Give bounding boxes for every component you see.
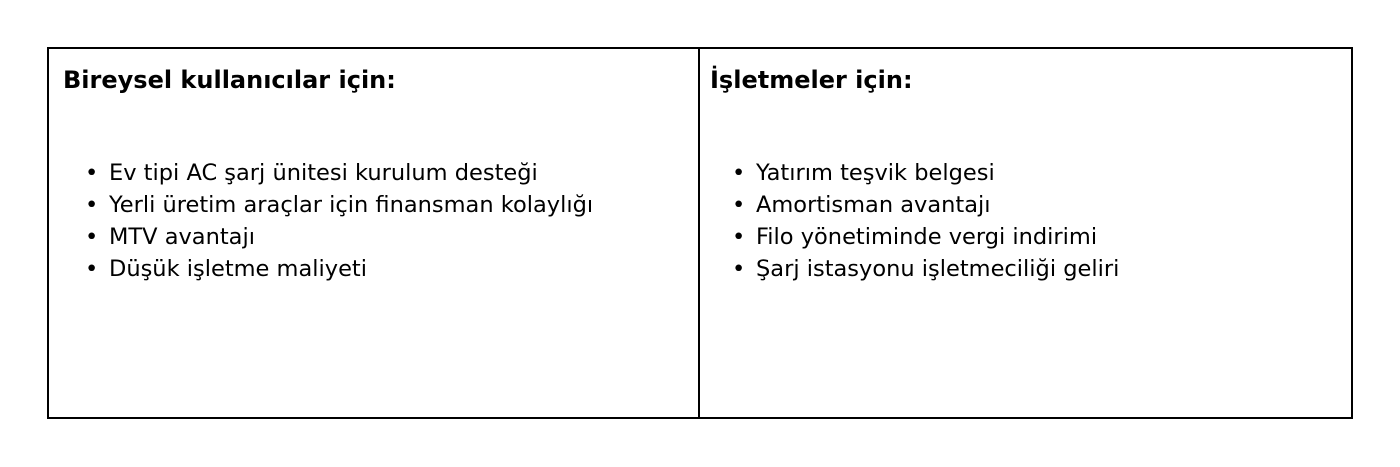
list-item-text: Şarj istasyonu işletmeciliği geliri	[756, 256, 1120, 282]
individual-benefits-list	[63, 157, 686, 285]
individual-users-column	[49, 49, 700, 417]
list-item	[85, 189, 686, 221]
list-item-text: MTV avantajı	[109, 224, 255, 250]
list-item-text: Ev tipi AC şarj ünitesi kurulum desteği	[109, 160, 538, 186]
column-title: Bireysel kullanıcılar için:	[63, 66, 396, 94]
list-item-text: Düşük işletme maliyeti	[109, 256, 367, 282]
bullet-icon: •	[85, 160, 99, 186]
list-item	[85, 253, 686, 285]
businesses-column	[700, 49, 1351, 417]
list-item	[732, 157, 1339, 189]
list-item-text: Filo yönetiminde vergi indirimi	[756, 224, 1098, 250]
bullet-icon: •	[732, 224, 746, 250]
list-item	[85, 221, 686, 253]
list-item	[732, 221, 1339, 253]
bullet-icon: •	[732, 160, 746, 186]
business-benefits-list	[710, 157, 1339, 285]
bullet-icon: •	[85, 224, 99, 250]
bullet-icon: •	[85, 256, 99, 282]
bullet-icon: •	[85, 192, 99, 218]
benefits-table	[47, 47, 1353, 419]
list-item	[85, 157, 686, 189]
list-item-text: Yatırım teşvik belgesi	[756, 160, 995, 186]
list-item-text: Amortisman avantajı	[756, 192, 991, 218]
bullet-icon: •	[732, 192, 746, 218]
column-title: İşletmeler için:	[710, 66, 913, 94]
list-item	[732, 189, 1339, 221]
bullet-icon: •	[732, 256, 746, 282]
list-item	[732, 253, 1339, 285]
list-item-text: Yerli üretim araçlar için finansman kolaylığı	[109, 192, 594, 218]
